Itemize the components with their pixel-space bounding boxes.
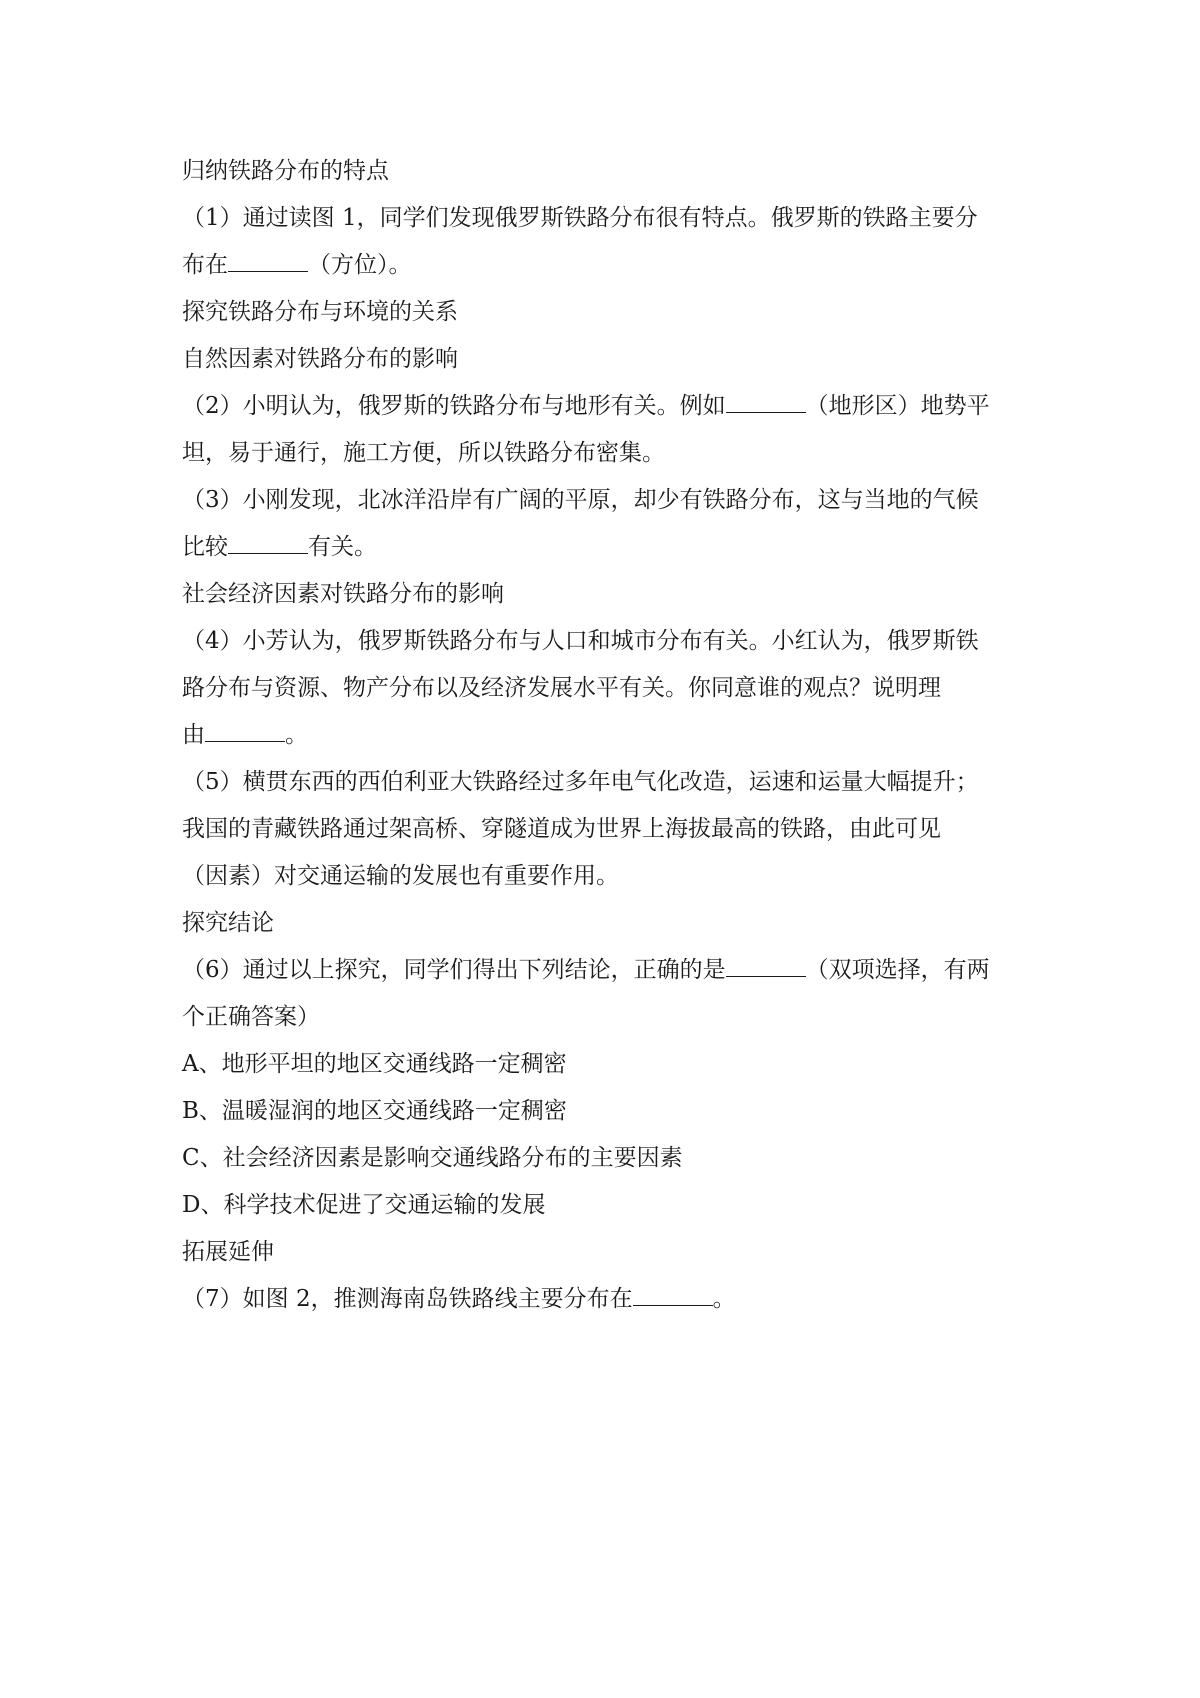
option-c [182,1135,1032,1182]
section-heading-explore [182,289,1032,336]
question-text: 。 [285,722,308,748]
section-heading-conclusion [182,900,1032,947]
question-text: 个正确答案） [182,1004,320,1030]
question-text: 我国的青藏铁路通过架高桥、穿隧道成为世界上海拔最高的铁路，由此可见 [182,816,941,842]
question-5-line-2 [182,806,1032,853]
section-heading-summary [182,148,1032,195]
question-5-line-1 [182,759,1032,806]
question-6-line-1 [182,947,1032,994]
question-1-line-2 [182,242,1032,289]
option-a [182,1041,1032,1088]
option-text: D、科学技术促进了交通运输的发展 [182,1192,546,1218]
question-5-line-3 [182,853,1032,900]
heading-text: 归纳铁路分布的特点 [182,158,389,184]
question-text: （双项选择，有两 [805,957,990,983]
document-content [182,148,1032,1323]
question-2-line-2 [182,430,1032,477]
question-text: （5）横贯东西的西伯利亚大铁路经过多年电气化改造，运速和运量大幅提升； [182,769,979,795]
section-heading-social-factors [182,571,1032,618]
question-4-line-1 [182,618,1032,665]
answer-blank-q6[interactable] [726,954,806,977]
question-4-line-2 [182,665,1032,712]
question-text: 由 [182,722,205,748]
section-heading-extension [182,1229,1032,1276]
heading-text: 探究铁路分布与环境的关系 [182,299,458,325]
answer-blank-q4[interactable] [205,719,285,742]
question-text: 。 [712,1286,736,1312]
answer-blank-q3[interactable] [228,531,308,554]
question-text: 路分布与资源、物产分布以及经济发展水平有关。你同意谁的观点？说明理 [182,675,941,701]
question-text: 有关。 [308,534,377,560]
question-text: （2）小明认为，俄罗斯的铁路分布与地形有关。例如 [182,393,726,419]
question-text: （3）小刚发现，北冰洋沿岸有广阔的平原，却少有铁路分布，这与当地的气候 [182,487,979,513]
question-text: （地形区）地势平 [805,393,990,419]
question-4-line-3 [182,712,1032,759]
answer-blank-q2[interactable] [726,390,806,413]
option-text: B、温暖湿润的地区交通线路一定稠密 [182,1098,567,1124]
question-text: （7）如图 2，推测海南岛铁路线主要分布在 [182,1286,633,1312]
section-heading-natural-factors [182,336,1032,383]
answer-blank-q1[interactable] [228,249,308,272]
heading-text: 拓展延伸 [182,1239,274,1265]
answer-blank-q7[interactable] [633,1283,713,1306]
question-3-line-1 [182,477,1032,524]
option-text: A、地形平坦的地区交通线路一定稠密 [182,1051,567,1077]
question-text: （1）通过读图 1，同学们发现俄罗斯铁路分布很有特点。俄罗斯的铁路主要分 [182,205,978,231]
heading-text: 社会经济因素对铁路分布的影响 [182,581,504,607]
question-1-line-1 [182,195,1032,242]
question-2-line-1 [182,383,1032,430]
question-text: （4）小芳认为，俄罗斯铁路分布与人口和城市分布有关。小红认为，俄罗斯铁 [182,628,979,654]
question-text: （因素）对交通运输的发展也有重要作用。 [182,863,619,889]
question-text: 布在 [182,252,228,278]
option-b [182,1088,1032,1135]
question-text: 坦，易于通行，施工方便，所以铁路分布密集。 [182,440,665,466]
question-text: （6）通过以上探究，同学们得出下列结论，正确的是 [182,957,726,983]
question-6-line-2 [182,994,1032,1041]
question-text: 比较 [182,534,228,560]
heading-text: 自然因素对铁路分布的影响 [182,346,458,372]
option-text: C、社会经济因素是影响交通线路分布的主要因素 [182,1145,683,1171]
option-d [182,1182,1032,1229]
heading-text: 探究结论 [182,910,274,936]
question-3-line-2 [182,524,1032,571]
question-text: （方位）。 [308,252,412,278]
question-7-line-1 [182,1276,1032,1323]
